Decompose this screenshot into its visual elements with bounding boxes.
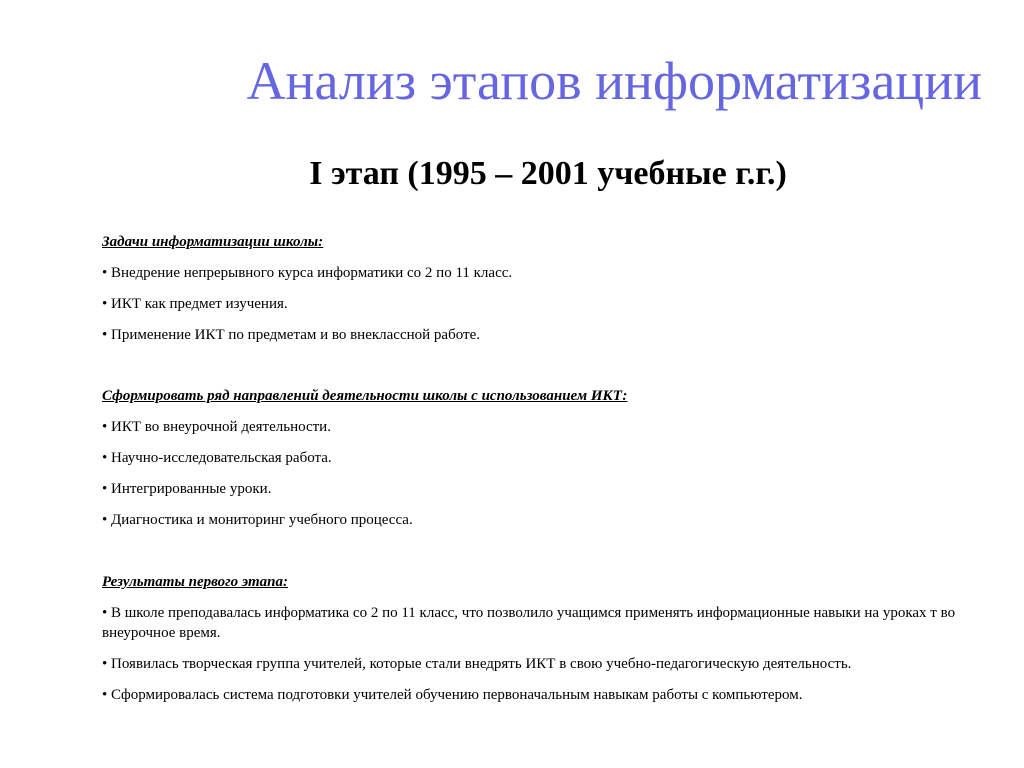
section-spacer [102, 356, 992, 386]
section-results [102, 572, 992, 705]
list-item: • Научно-исследовательская работа. [102, 450, 332, 466]
list-item: • В школе преподавалась информатика со 2 по 11 класс, что позволило учащимся применять информационные навыки на уроках т во внеурочное время. [102, 605, 956, 641]
list-item: • Диагностика и мониторинг учебного процесса. [102, 512, 413, 528]
section-tasks [102, 232, 992, 345]
section-heading-results: Результаты первого этапа: [102, 574, 288, 590]
section-directions [102, 386, 992, 530]
section-heading-tasks: Задачи информатизации школы: [102, 234, 324, 250]
list-item: • Внедрение непрерывного курса информатики со 2 по 11 класс. [102, 265, 513, 281]
list-item: • Появилась творческая группа учителей, которые стали внедрять ИКТ в свою учебно-педагогическую деятельность. [102, 656, 852, 672]
list-item: • ИКТ во внеурочной деятельности. [102, 419, 331, 435]
list-item: • Интегрированные уроки. [102, 481, 272, 497]
slide-subtitle: I этап (1995 – 2001 учебные г.г.) [309, 155, 787, 192]
slide-title: Анализ этапов информатизации [246, 51, 982, 111]
list-item: • Применение ИКТ по предметам и во внеклассной работе. [102, 327, 480, 343]
list-item: • Сформировалась система подготовки учителей обучению первоначальным навыкам работы с компьютером. [102, 687, 803, 703]
section-spacer [102, 541, 992, 572]
section-heading-directions: Сформировать ряд направлений деятельности школы с использованием ИКТ: [102, 388, 628, 404]
slide-content [102, 232, 992, 716]
list-item: • ИКТ как предмет изучения. [102, 296, 288, 312]
